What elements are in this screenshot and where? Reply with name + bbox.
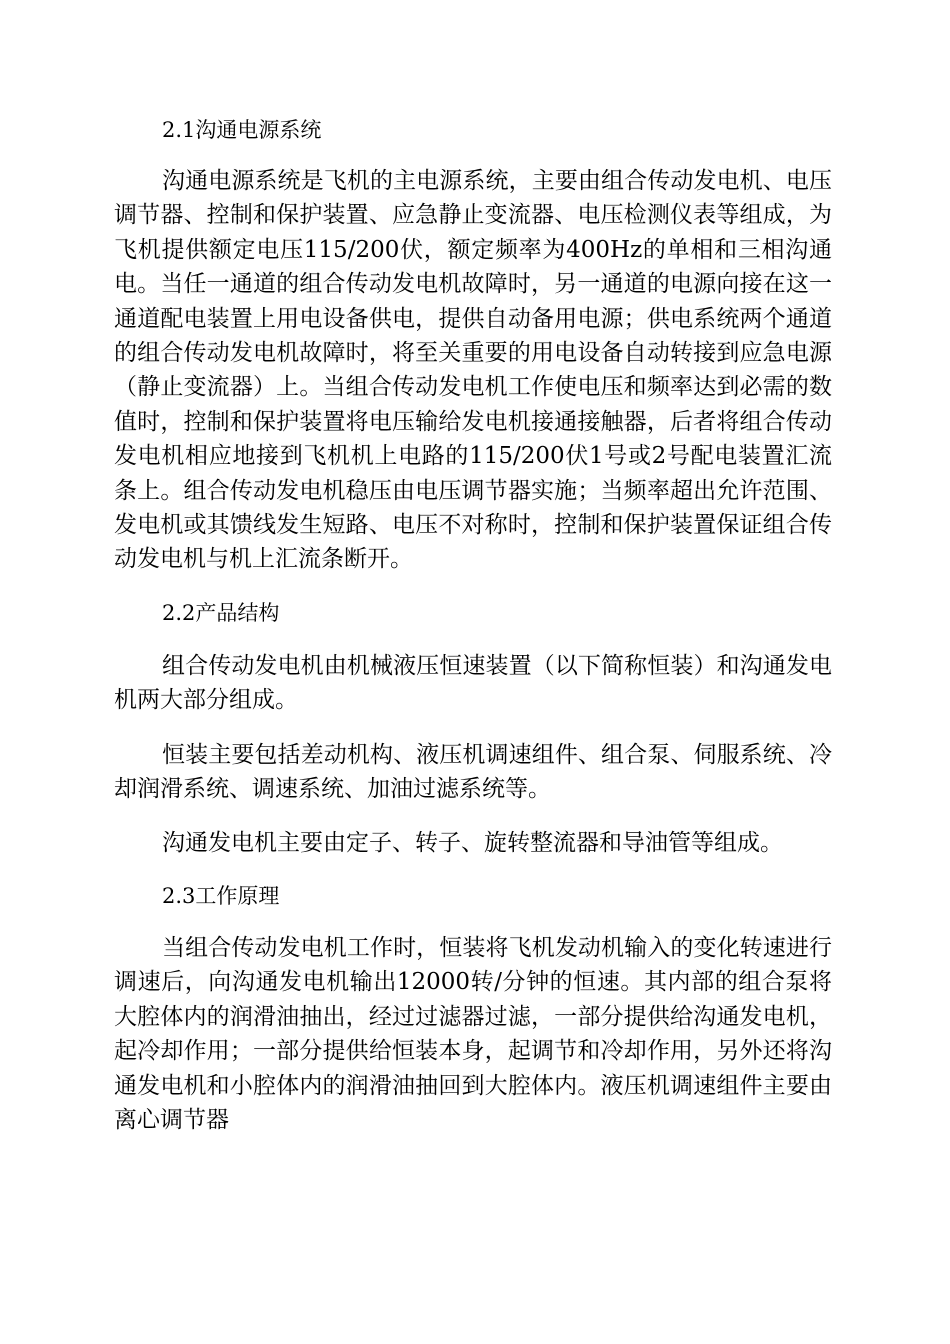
- document-body: [114, 113, 832, 1137]
- paragraph-generator-components: 沟通发电机主要由定子、转子、旋转整流器和导油管等组成。: [162, 829, 783, 856]
- section-heading-ac-power-system: 2.1沟通电源系统: [162, 118, 322, 142]
- paragraph-csd-components: 恒装主要包括差动机构、液压机调速组件、组合泵、伺服系统、冷却润滑系统、调速系统、加油过滤系统等。: [114, 741, 832, 803]
- section-heading-working-principle: 2.3工作原理: [162, 883, 280, 908]
- section-heading-product-structure: 2.2产品结构: [162, 600, 280, 625]
- paragraph-working-principle: 当组合传动发电机工作时，恒装将飞机发动机输入的变化转速进行调速后，向沟通发电机输出12000转/分钟的恒速。其内部的组合泵将大腔体内的润滑油抽出，经过过滤器过滤，一部分提供给沟通发电机，起冷却作用；一部分提供给恒装本身，起调节和冷却作用，另外还将沟通发电机和小腔体内的润滑油抽回到大腔体内。液压机调速组件主要由离心调节器: [114, 934, 832, 1133]
- paragraph-ac-power-system: 沟通电源系统是飞机的主电源系统，主要由组合传动发电机、电压调节器、控制和保护装置、应急静止变流器、电压检测仪表等组成，为飞机提供额定电压115/200伏，额定频率为400Hz的单相和三相沟通电。当任一通道的组合传动发电机故障时，另一通道的电源向接在这一通道配电装置上用电设备供电，提供自动备用电源；供电系统两个通道的组合传动发电机故障时，将至关重要的用电设备自动转接到应急电源（静止变流器）上。当组合传动发电机工作使电压和频率达到必需的数值时，控制和保护装置将电压输给发电机接通接触器，后者将组合传动发电机相应地接到飞机机上电路的115/200伏1号或2号配电装置汇流条上。组合传动发电机稳压由电压调节器实施；当频率超出允许范围、发电机或其馈线发生短路、电压不对称时，控制和保护装置保证组合传动发电机与机上汇流条断开。: [114, 168, 832, 573]
- paragraph-idg-composition: 组合传动发电机由机械液压恒速装置（以下简称恒装）和沟通发电机两大部分组成。: [114, 652, 832, 714]
